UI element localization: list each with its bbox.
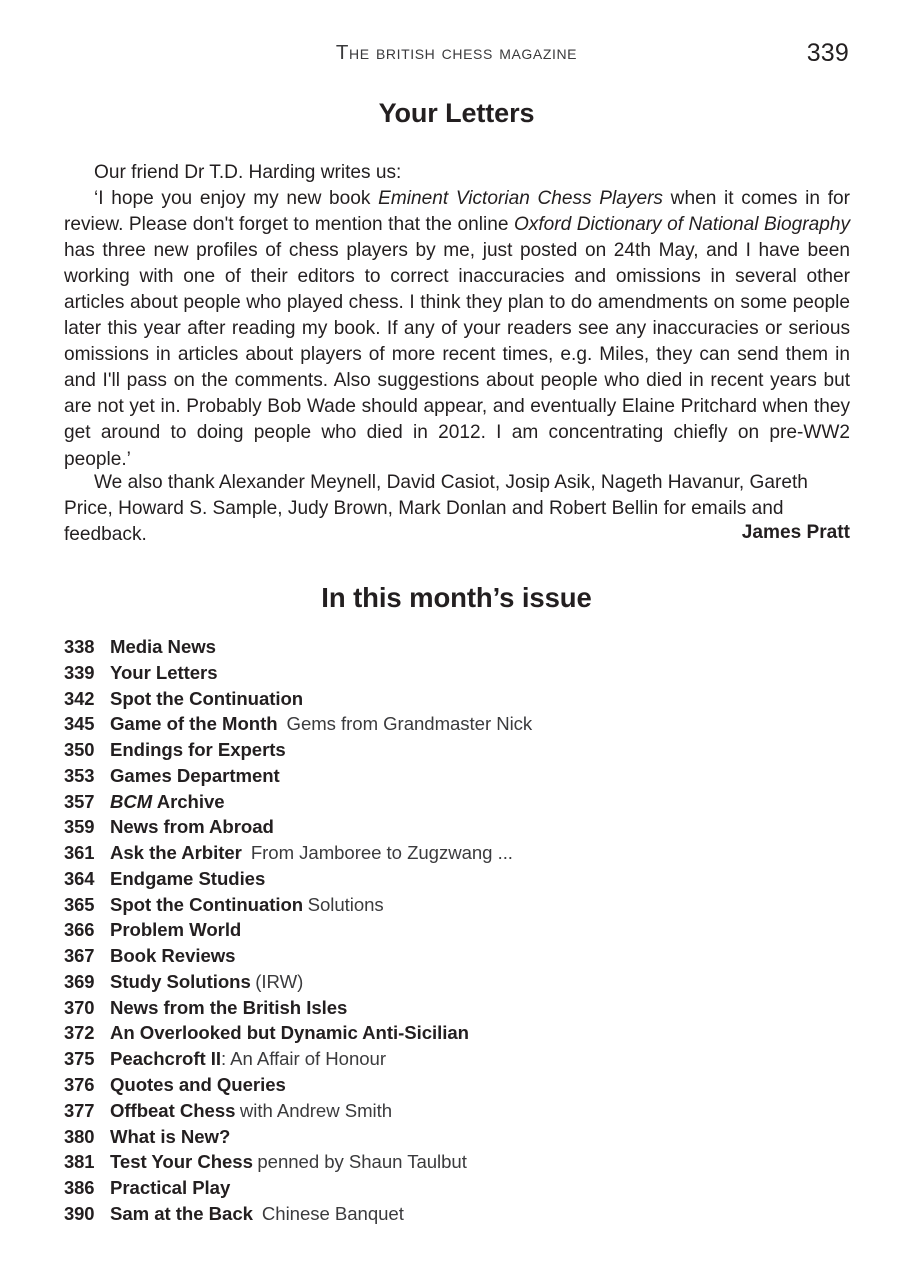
toc-entry[interactable] [64,1149,850,1175]
toc-entry-title: Ask the Arbiter [110,842,242,864]
toc-entry[interactable] [64,995,850,1021]
toc-entry-title: Games Department [110,764,280,786]
toc-entry-page: 342 [64,687,95,709]
toc-entry[interactable] [64,892,850,918]
toc-entry-title: News from the British Isles [110,996,348,1018]
toc-entry[interactable] [64,969,850,995]
toc-entry[interactable] [64,763,850,789]
toc-entry[interactable] [64,1175,850,1201]
toc-entry-page: 366 [64,919,95,941]
toc-entry-page: 380 [64,1125,95,1147]
toc-entry-title: Quotes and Queries [110,1074,286,1096]
toc-entry-page: 369 [64,970,95,992]
toc-entry-page: 339 [64,661,95,683]
toc-entry-title: Spot the Continuation [110,687,304,709]
toc-entry-title: Sam at the Back [110,1202,253,1224]
table-of-contents [64,634,850,1227]
toc-entry[interactable] [64,789,850,815]
toc-entry-title: Study Solutions [110,970,251,992]
toc-entry[interactable] [64,1072,850,1098]
book-title-oxford: Oxford Dictionary of National Biography [513,214,850,236]
toc-entry-title: An Overlooked but Dynamic Anti-Sicilian [110,1022,469,1044]
toc-entry-title: Offbeat Chess [110,1099,236,1121]
toc-entry-title: Game of the Month [110,713,278,735]
toc-entry-page: 376 [64,1074,95,1096]
toc-entry[interactable] [64,943,850,969]
toc-entry-page: 357 [64,790,95,812]
toc-entry-page: 372 [64,1022,95,1044]
toc-entry-title: News from Abroad [110,816,274,838]
toc-entry-subtitle: From Jamboree to Zugzwang ... [250,842,513,864]
toc-entry[interactable] [64,1124,850,1150]
toc-entry-title: Problem World [110,919,242,941]
toc-entry-title: Book Reviews [110,945,236,967]
page-number: 339 [806,39,849,67]
toc-entry-page: 353 [64,764,95,786]
toc-entry-title: Practical Play [110,1177,231,1199]
toc-entry-page: 377 [64,1099,95,1121]
toc-entry-page: 365 [64,893,95,915]
toc-entry[interactable] [64,686,850,712]
toc-entry-subtitle: Gems from Grandmaster Nick [286,713,533,735]
toc-entry[interactable] [64,634,850,660]
signature: James Pratt [741,522,850,543]
toc-entry-page: 361 [64,842,95,864]
toc-entry[interactable] [64,814,850,840]
toc-entry-page: 359 [64,816,95,838]
thanks-paragraph: We also thank Alexander Meynell, David Casiot, Josip Asik, Nageth Havanur, Gareth Price, Howard S. Sample, Judy Brown, Mark Donlan and Robert Bellin for emails and feedback. [64,472,808,546]
toc-entry[interactable] [64,866,850,892]
quote-part-2: when it comes in for review. Please don't forget to mention that the online [64,188,850,236]
page-title: Your Letters [378,98,535,128]
letters-body [64,160,850,473]
toc-entry[interactable] [64,840,850,866]
book-title-eminent: Eminent Victorian Chess Players [378,188,663,210]
toc-entry-page: 390 [64,1202,95,1224]
toc-entry-page: 350 [64,739,95,761]
toc-entry[interactable] [64,1201,850,1227]
toc-entry-subtitle: penned by Shaun Taulbut [257,1151,467,1173]
magazine-title: The british chess magazine [335,41,578,64]
toc-entry-title: Test Your Chess [110,1151,253,1173]
toc-entry[interactable] [64,737,850,763]
running-head [64,41,849,71]
toc-entry[interactable] [64,1020,850,1046]
quoted-letter-paragraph [64,186,850,473]
quote-part-3: has three new profiles of chess players by me, just posted on 24th May, and I have been working with one of their editors to correct inaccuracies and omissions in several other articles about people who played chess. I think they plan to do amendments on some people later this year after reading my book. If any of your readers see any inaccuracies or serious omissions in articles about players of more recent times, e.g. Miles, they can send them in and I'll pass on the comments. Also suggestions about people who died in recent years but are not yet in. Probably Bob Wade should appear, and eventually Elaine Pritchard when they get around to doing people who died in 2012. I am concentrating chiefly on pre-WW2 people.’ [64,240,850,470]
toc-entry-title-continued: Archive [156,790,225,812]
toc-entry-title: BCM [110,790,153,812]
toc-entry-title: Peachcroft II [110,1048,221,1070]
toc-entry-page: 375 [64,1048,95,1070]
toc-entry-page: 364 [64,867,95,889]
toc-entry[interactable] [64,1098,850,1124]
toc-entry-title: Spot the Continuation [110,893,304,915]
toc-entry-page: 367 [64,945,95,967]
toc-entry-title: Your Letters [110,661,218,683]
quote-part-1: ‘I hope you enjoy my new book [94,188,379,210]
toc-entry[interactable] [64,711,850,737]
toc-entry-title: Media News [110,636,216,657]
toc-entry-page: 370 [64,996,95,1018]
toc-entry-subtitle: (IRW) [255,970,304,992]
toc-entry-subtitle: : An Affair of Honour [220,1048,386,1070]
toc-entry-page: 345 [64,713,95,735]
toc-entry-title: Endgame Studies [110,867,266,889]
toc-entry-subtitle: with Andrew Smith [239,1099,393,1121]
toc-entry-subtitle: Chinese Banquet [261,1202,404,1224]
toc-entry[interactable] [64,660,850,686]
toc-entry-page: 338 [64,636,95,657]
toc-entry-page: 381 [64,1151,95,1173]
toc-entry-subtitle: Solutions [307,893,384,915]
toc-entry[interactable] [64,1046,850,1072]
intro-paragraph: Our friend Dr T.D. Harding writes us: [94,162,402,183]
contents-title: In this month’s issue [321,582,592,613]
toc-entry[interactable] [64,917,850,943]
toc-entry-page: 386 [64,1177,95,1199]
toc-entry-title: What is New? [110,1125,231,1147]
toc-entry-title: Endings for Experts [110,739,286,761]
